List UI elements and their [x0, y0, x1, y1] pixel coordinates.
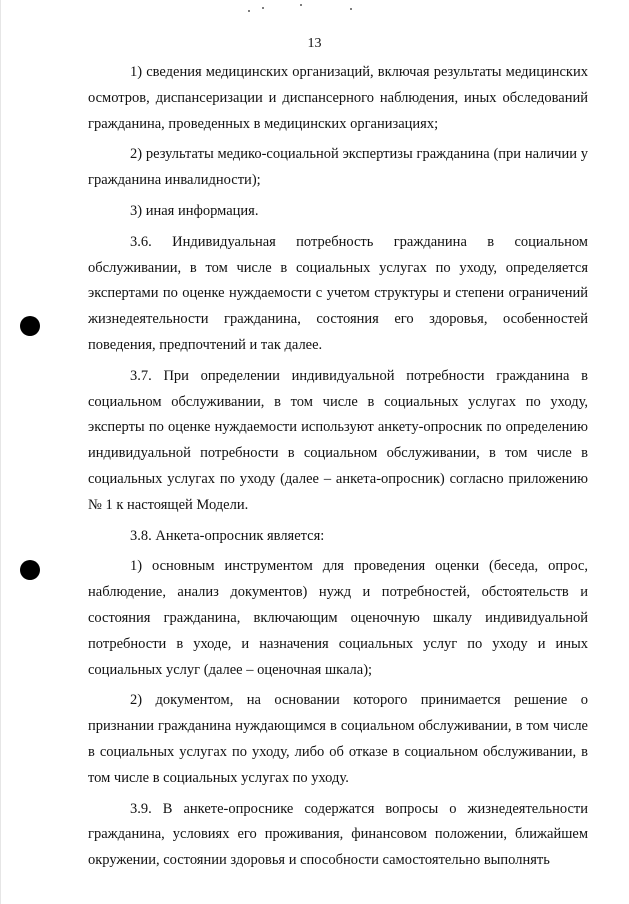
paragraph-item-2: 2) результаты медико-социальной экспертизы гражданина (при наличии у гражданина инвалидности); [88, 146, 588, 189]
paragraph-3-7: 3.7. При определении индивидуальной потребности гражданина в социальном обслуживании, в том числе в социальных услугах по уходу, эксперты по оценке нуждаемости используют анкету-опросник по определению индивидуальной потребности в социальном обслуживании, в том числе в социальных услугах по уходу (далее – анкета-опросник) согласно приложению № 1 к настоящей Модели. [88, 367, 588, 513]
paragraph-3-8-item-2: 2) документом, на основании которого принимается решение о признании гражданина нуждающимся в социальном обслуживании, в том числе в социальных услугах по уходу, либо об отказе в социальном обслуживании, в том числе в социальных услугах по уходу. [88, 692, 588, 786]
scan-speck [300, 4, 302, 6]
document-body [88, 60, 588, 879]
scan-speck [248, 10, 250, 12]
paragraph-item-3: 3) иная информация. [130, 202, 259, 219]
page-number: 13 [307, 36, 322, 51]
punch-hole [20, 316, 40, 336]
paragraph-3-9: 3.9. В анкете-опроснике содержатся вопросы о жизнедеятельности гражданина, условиях его проживания, финансовом положении, ближайшем окружении, состоянии здоровья и способности самостоятельно выполнять [88, 800, 588, 869]
paragraph-3-6: 3.6. Индивидуальная потребность гражданина в социальном обслуживании, в том числе в социальных услугах по уходу, определяется экспертами по оценке нуждаемости с учетом структуры и степени ограничений жизнедеятельности гражданина, состояния его здоровья, особенностей поведения, предпочтений и так далее. [88, 233, 588, 353]
scan-speck [262, 7, 264, 9]
punch-hole [20, 560, 40, 580]
paragraph-3-8: 3.8. Анкета-опросник является: [130, 527, 325, 544]
paragraph-item-1: 1) сведения медицинских организаций, включая результаты медицинских осмотров, диспансеризации и диспансерного наблюдения, иных обследований гражданина, проведенных в медицинских организациях; [88, 64, 588, 132]
scan-edge-line [0, 0, 1, 904]
scan-speck [350, 8, 352, 10]
paragraph-3-8-item-1: 1) основным инструментом для проведения оценки (беседа, опрос, наблюдение, анализ документов) нужд и потребностей, обстоятельств и состояния гражданина, включающим оценочную шкалу индивидуальной потребности в уходе, и назначения социальных услуг по уходу и иных социальных услуг (далее – оценочная шкала); [88, 558, 588, 678]
